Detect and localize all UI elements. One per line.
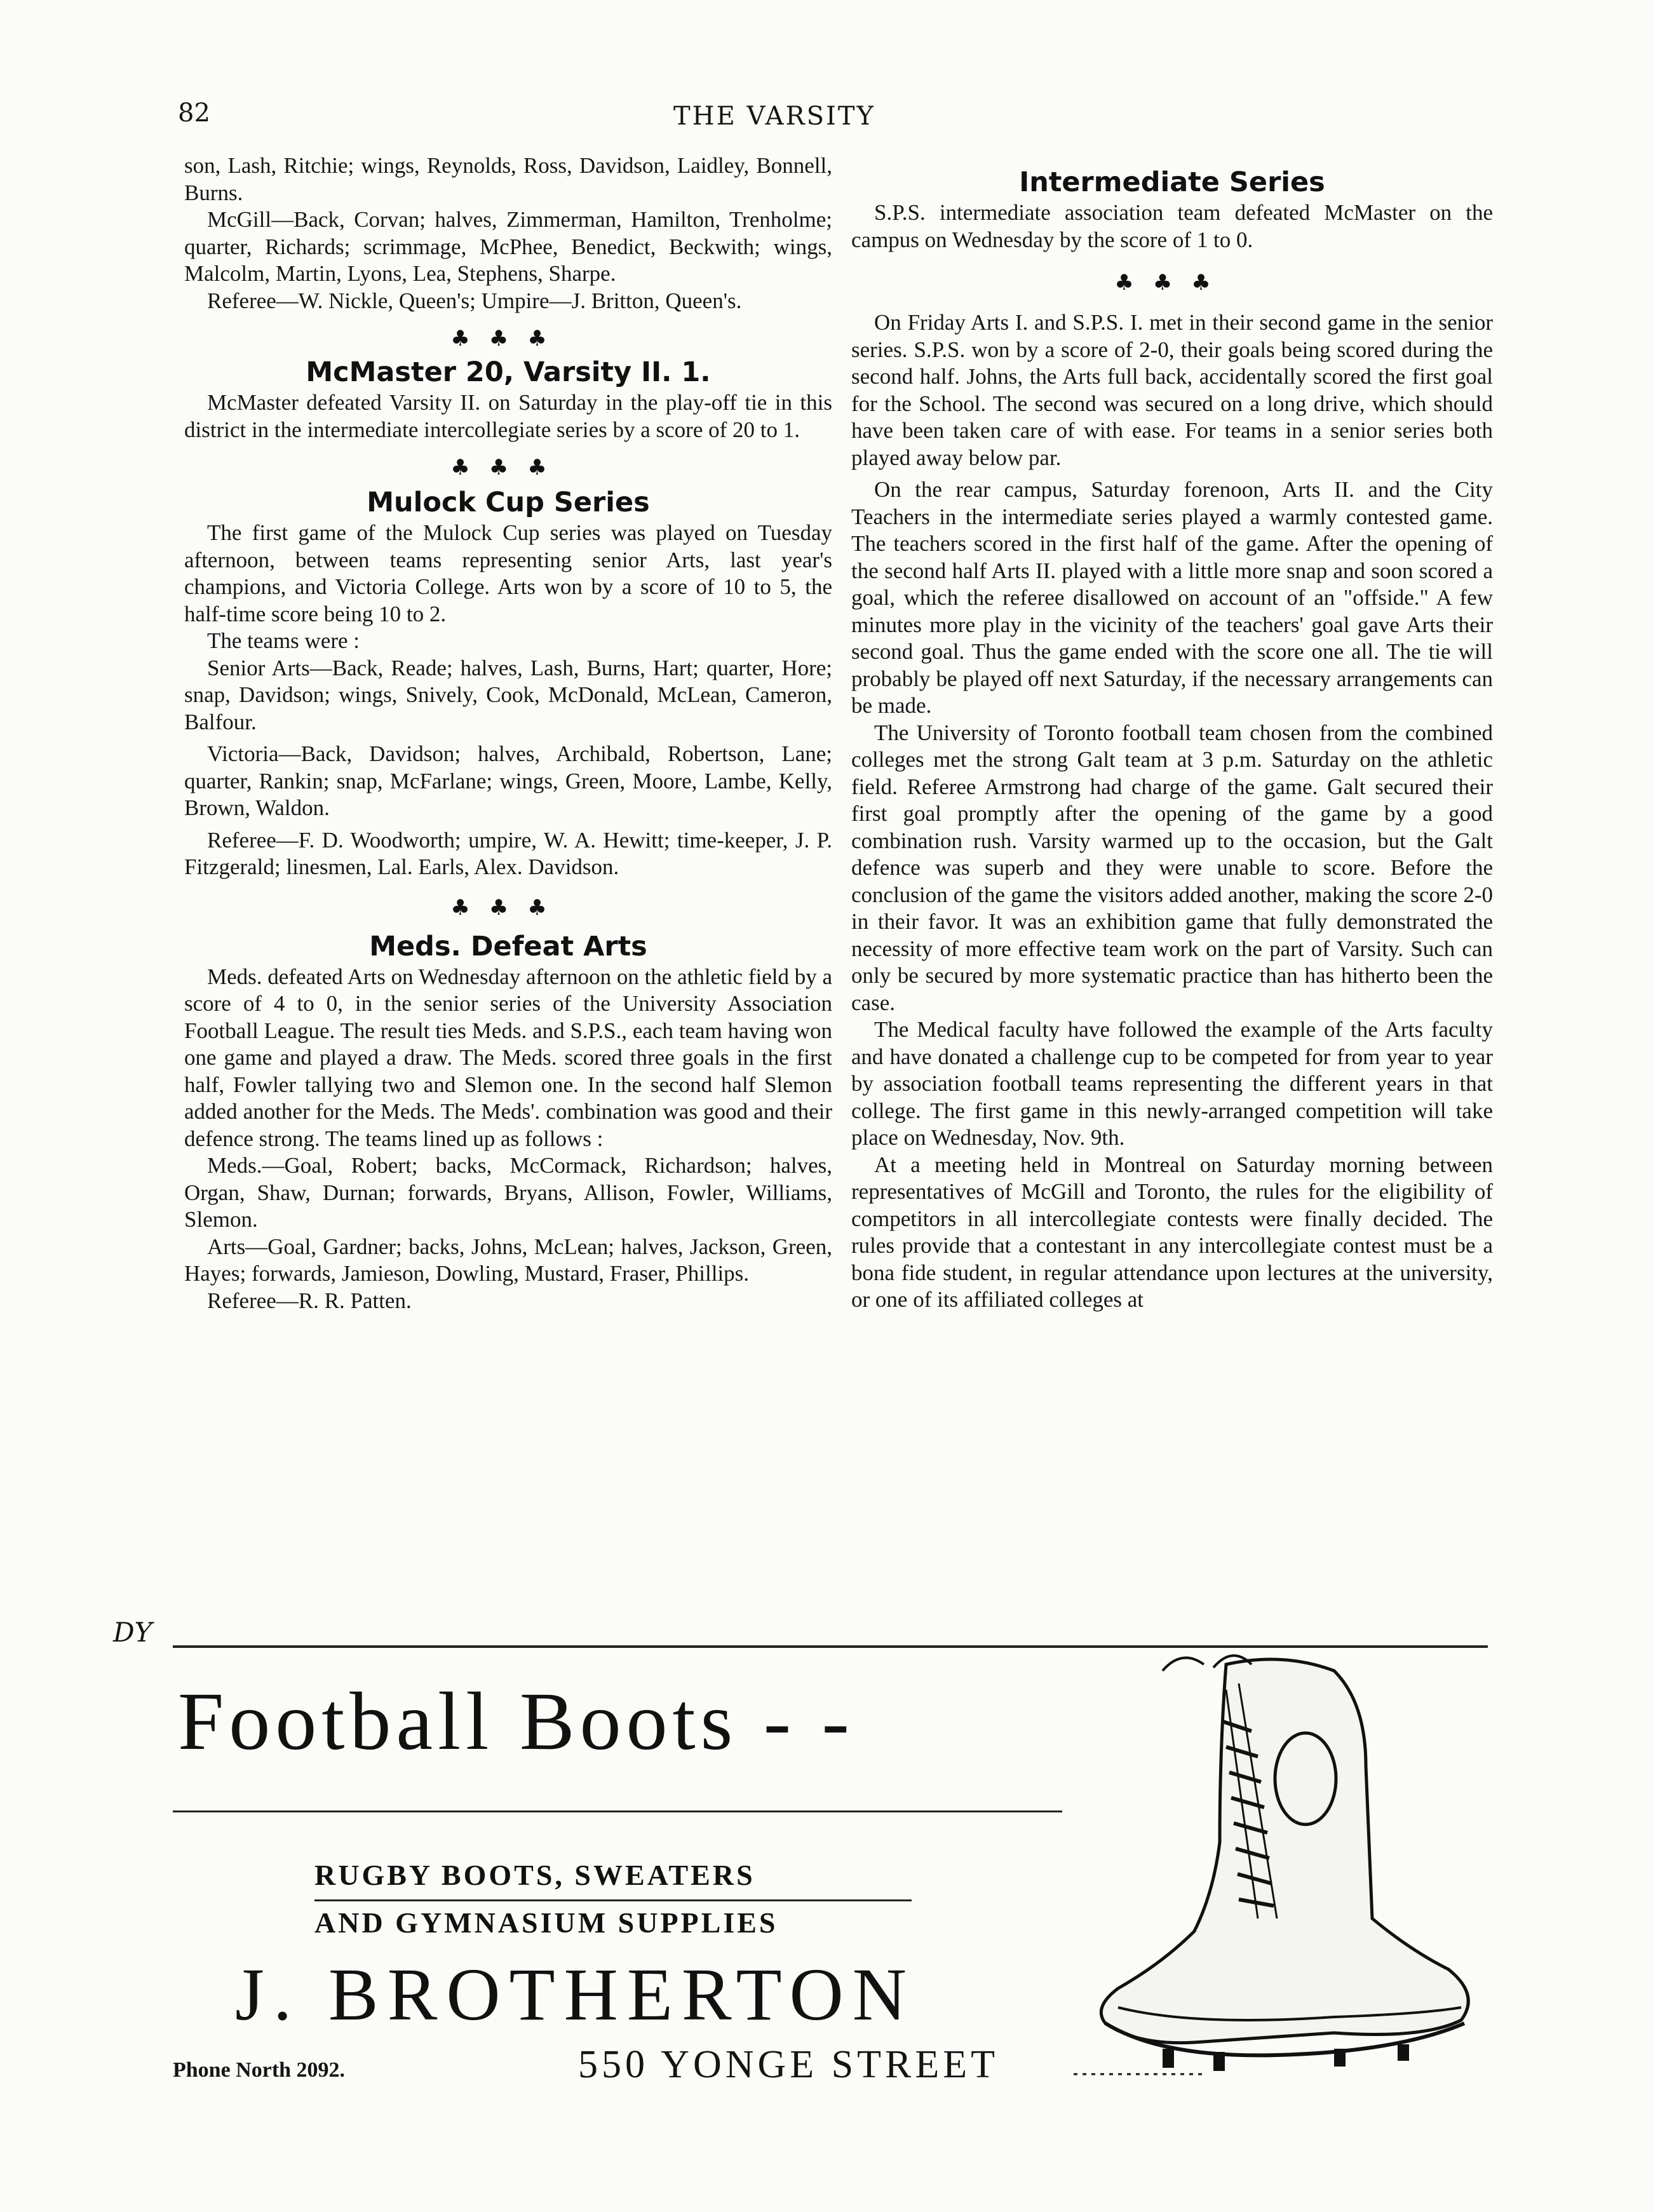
advert-divider: [173, 1645, 1488, 1648]
section-heading: Meds. Defeat Arts: [369, 930, 647, 962]
article-paragraph: McGill—Back, Corvan; halves, Zimmerman, Hamilton, Trenholme; quarter, Richards; scrimmage, McPhee, Benedict, Beckwith; wings, Malcolm, Martin, Lyons, Lea, Stephens, Sharpe.: [184, 207, 832, 286]
right-column: [851, 152, 1493, 1314]
article-paragraph: Referee—F. D. Woodworth; umpire, W. A. Hewitt; time-keeper, J. P. Fitzgerald; linesmen, Lal. Earls, Alex. Davidson.: [184, 827, 832, 879]
advert-rule: [314, 1899, 912, 1901]
club-ornament: ♣♣♣: [450, 326, 566, 351]
advert-title: Football Boots - -: [178, 1676, 854, 1767]
article-paragraph: Arts—Goal, Gardner; backs, Johns, McLean; halves, Jackson, Green, Hayes; forwards, Jamieson, Dowling, Mustard, Fraser, Phillips.: [184, 1234, 832, 1286]
article-paragraph: S.P.S. intermediate association team defeated McMaster on the campus on Wednesday by the score of 1 to 0.: [851, 200, 1493, 252]
football-boot-illustration: [1067, 1652, 1487, 2084]
article-paragraph: The first game of the Mulock Cup series was played on Tuesday afternoon, between teams representing senior Arts, last year's champions, and Victoria College. Arts won by a score of 10 to 5, the half-time score being 10 to 2.: [184, 520, 832, 626]
section-heading: Mulock Cup Series: [367, 487, 650, 518]
left-column: [184, 152, 832, 1314]
advert-address: 550 YONGE STREET: [578, 2043, 999, 2086]
article-paragraph: On the rear campus, Saturday forenoon, Arts II. and the City Teachers in the intermediate series played a warmly contested game. The teachers scored in the first half of the game. After the opening of the second half Arts II. played with a little more snap and soon scored a goal, which the referee disallowed on account of an "offside." A few minutes more play in the vicinity of the teachers' goal gave Arts their second goal. Thus the game ended with the score one all. The tie will probably be played off next Saturday, if the necessary arrangements can be made.: [851, 477, 1493, 718]
article-paragraph: Referee—R. R. Patten.: [207, 1288, 412, 1313]
article-paragraph: The University of Toronto football team chosen from the combined colleges met the strong Galt team at 3 p.m. Saturday on the athletic field. Referee Armstrong had charge of the game. Galt secured their first goal promptly after the opening of the game by a good combination rush. Varsity warmed up to the occasion, but the Galt defence was superb and they were unable to score. Before the conclusion of the game the visitors added another, making the score 2-0 in their favor. It was an exhibition game that fully demonstrated the necessity of more effective team work on the part of Varsity. Such can only be secured by more systematic practice than has hitherto been the case.: [851, 720, 1493, 1015]
advert-phone: Phone North 2092.: [173, 2058, 346, 2082]
section-heading: McMaster 20, Varsity II. 1.: [306, 356, 711, 388]
club-ornament: ♣♣♣: [1114, 270, 1230, 295]
article-paragraph: Senior Arts—Back, Reade; halves, Lash, Burns, Hart; quarter, Hore; snap, Davidson; wings, Snively, Cook, McDonald, McLean, Cameron, Balfour.: [184, 655, 832, 734]
running-header: THE VARSITY: [673, 102, 875, 131]
page-number: 82: [178, 98, 210, 128]
club-ornament: ♣♣♣: [450, 455, 566, 480]
club-ornament: ♣♣♣: [450, 894, 566, 921]
article-paragraph: At a meeting held in Montreal on Saturday morning between representatives of McGill and Toronto, the rules for the eligibility of competitors in all intercollegiate contests were finally decided. The rules provide that a contestant in any intercollegiate contest must be a bona fide student, in regular attendance upon lectures at the university, or one of its affiliated colleges at: [851, 1152, 1493, 1312]
advert-rule: [173, 1811, 1062, 1812]
article-paragraph: Meds.—Goal, Robert; backs, McCormack, Richardson; halves, Organ, Shaw, Durnan; forwards, Bryans, Allison, Fowler, Williams, Slemon.: [184, 1153, 832, 1232]
advert-line: AND GYMNASIUM SUPPLIES: [314, 1906, 778, 1939]
article-paragraph: The Medical faculty have followed the example of the Arts faculty and have donated a challenge cup to be competed for from year to year by association football teams representing the different years in that college. The first game in this newly-arranged competition will take place on Wednesday, Nov. 9th.: [851, 1017, 1493, 1150]
article-paragraph: Meds. defeated Arts on Wednesday afternoon on the athletic field by a score of 4 to 0, in the senior series of the University Association Football League. The result ties Meds. and S.P.S., each team having won one game and played a draw. The Meds. scored three goals in the first half, Fowler tallying two and Slemon one. In the second half Slemon added another for the Meds. The Meds'. combination was good and their defence strong. The teams lined up as follows :: [184, 964, 832, 1151]
article-paragraph: The teams were :: [207, 628, 360, 653]
article-paragraph: Referee—W. Nickle, Queen's; Umpire—J. Britton, Queen's.: [207, 288, 742, 313]
handwritten-margin-note: DY: [113, 1617, 152, 1648]
article-paragraph: Victoria—Back, Davidson; halves, Archibald, Robertson, Lane; quarter, Rankin; snap, McFarlane; wings, Green, Moore, Lambe, Kelly, Brown, Waldon.: [184, 741, 832, 820]
advert-company: J. BROTHERTON: [235, 1953, 915, 2036]
article-paragraph: On Friday Arts I. and S.P.S. I. met in their second game in the senior series. S.P.S. won by a score of 2-0, their goals being scored during the second half. Johns, the Arts full back, accidentally scored the first goal for the School. The second was secured on a long drive, which should have been taken care of with ease. For teams in a senior series both played away below par.: [851, 310, 1493, 470]
section-heading: Intermediate Series: [1019, 166, 1325, 198]
article-paragraph: son, Lash, Ritchie; wings, Reynolds, Ross, Davidson, Laidley, Bonnell, Burns.: [184, 153, 832, 205]
article-paragraph: McMaster defeated Varsity II. on Saturday in the play-off tie in this district in the intermediate intercollegiate series by a score of 20 to 1.: [184, 390, 832, 442]
advert-line: RUGBY BOOTS, SWEATERS: [314, 1859, 755, 1891]
